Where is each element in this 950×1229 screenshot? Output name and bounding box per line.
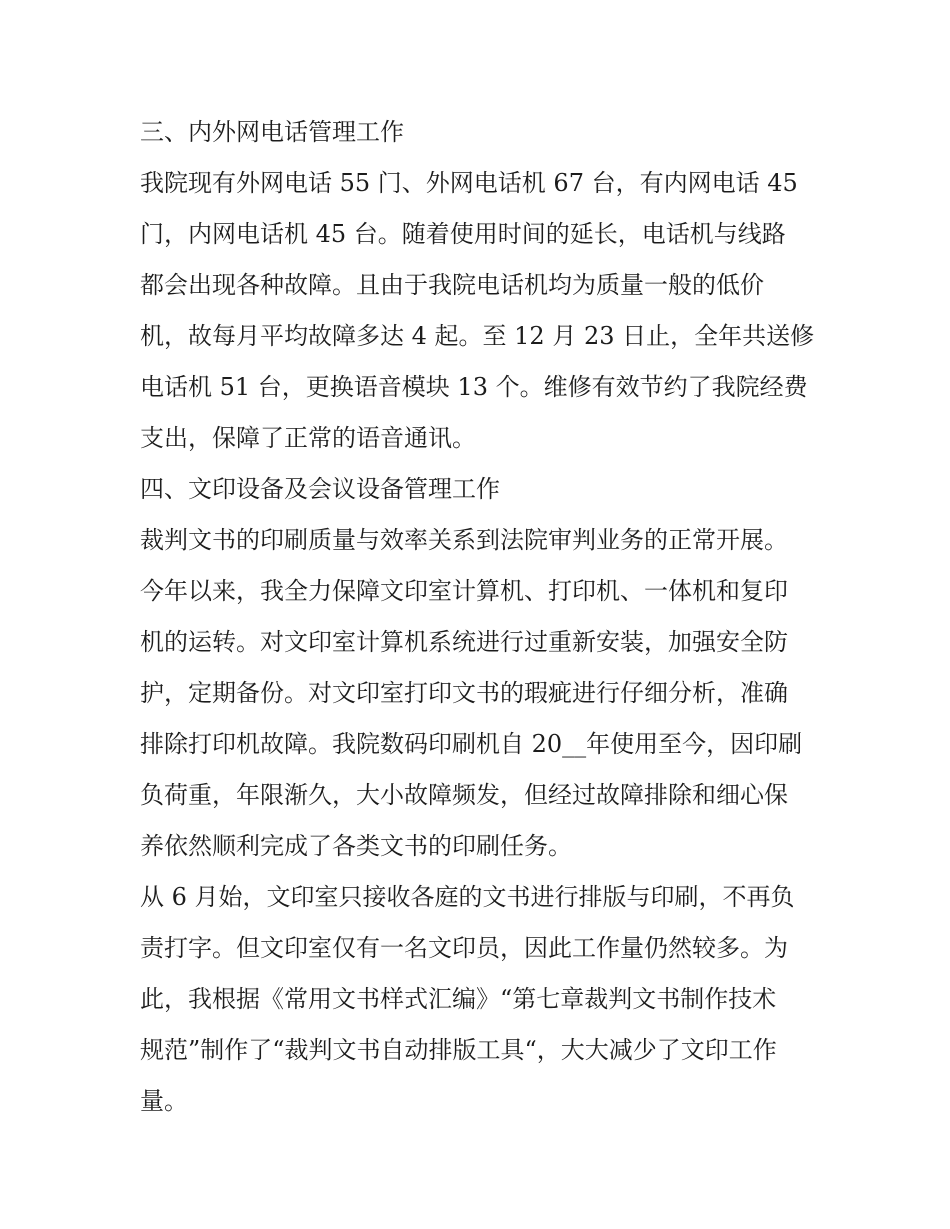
section-heading-phone [140, 107, 820, 158]
text-line: 三、内外网电话管理工作 [140, 118, 404, 146]
paragraph-phone-management [140, 158, 820, 464]
text-line: 门，内网电话机 45 台。随着使用时间的延长，电话机与线路 [140, 220, 786, 248]
section-heading-printing [140, 464, 820, 515]
text-line: 规范”制作了“裁判文书自动排版工具“，大大减少了文印工作 [140, 1036, 777, 1064]
paragraph-typesetting-tool [140, 872, 820, 1127]
text-line: 机的运转。对文印室计算机系统进行过重新安装，加强安全防 [140, 628, 788, 656]
text-line: 都会出现各种故障。且由于我院电话机均为质量一般的低价 [140, 271, 764, 299]
text-line: 裁判文书的印刷质量与效率关系到法院审判业务的正常开展。 [140, 526, 788, 554]
text-line: 排除打印机故障。我院数码印刷机自 20__年使用至今，因印刷 [140, 730, 803, 758]
text-line: 此，我根据《常用文书样式汇编》“第七章裁判文书制作技术 [140, 985, 777, 1013]
text-line: 负荷重，年限渐久，大小故障频发，但经过故障排除和细心保 [140, 781, 788, 809]
text-line: 量。 [140, 1087, 188, 1115]
text-line: 电话机 51 台，更换语音模块 13 个。维修有效节约了我院经费 [140, 373, 808, 401]
text-line: 支出，保障了正常的语音通讯。 [140, 424, 476, 452]
text-line: 我院现有外网电话 55 门、外网电话机 67 台，有内网电话 45 [140, 169, 798, 197]
text-line: 今年以来，我全力保障文印室计算机、打印机、一体机和复印 [140, 577, 788, 605]
document-body [140, 107, 820, 1127]
text-line: 四、文印设备及会议设备管理工作 [140, 475, 500, 503]
text-line: 责打字。但文印室仅有一名文印员，因此工作量仍然较多。为 [140, 934, 788, 962]
text-line: 从 6 月始，文印室只接收各庭的文书进行排版与印刷，不再负 [140, 883, 795, 911]
text-line: 护，定期备份。对文印室打印文书的瑕疵进行仔细分析，准确 [140, 679, 788, 707]
paragraph-printing-equipment [140, 515, 820, 872]
text-line: 机，故每月平均故障多达 4 起。至 12 月 23 日止，全年共送修 [140, 322, 815, 350]
text-line: 养依然顺利完成了各类文书的印刷任务。 [140, 832, 572, 860]
